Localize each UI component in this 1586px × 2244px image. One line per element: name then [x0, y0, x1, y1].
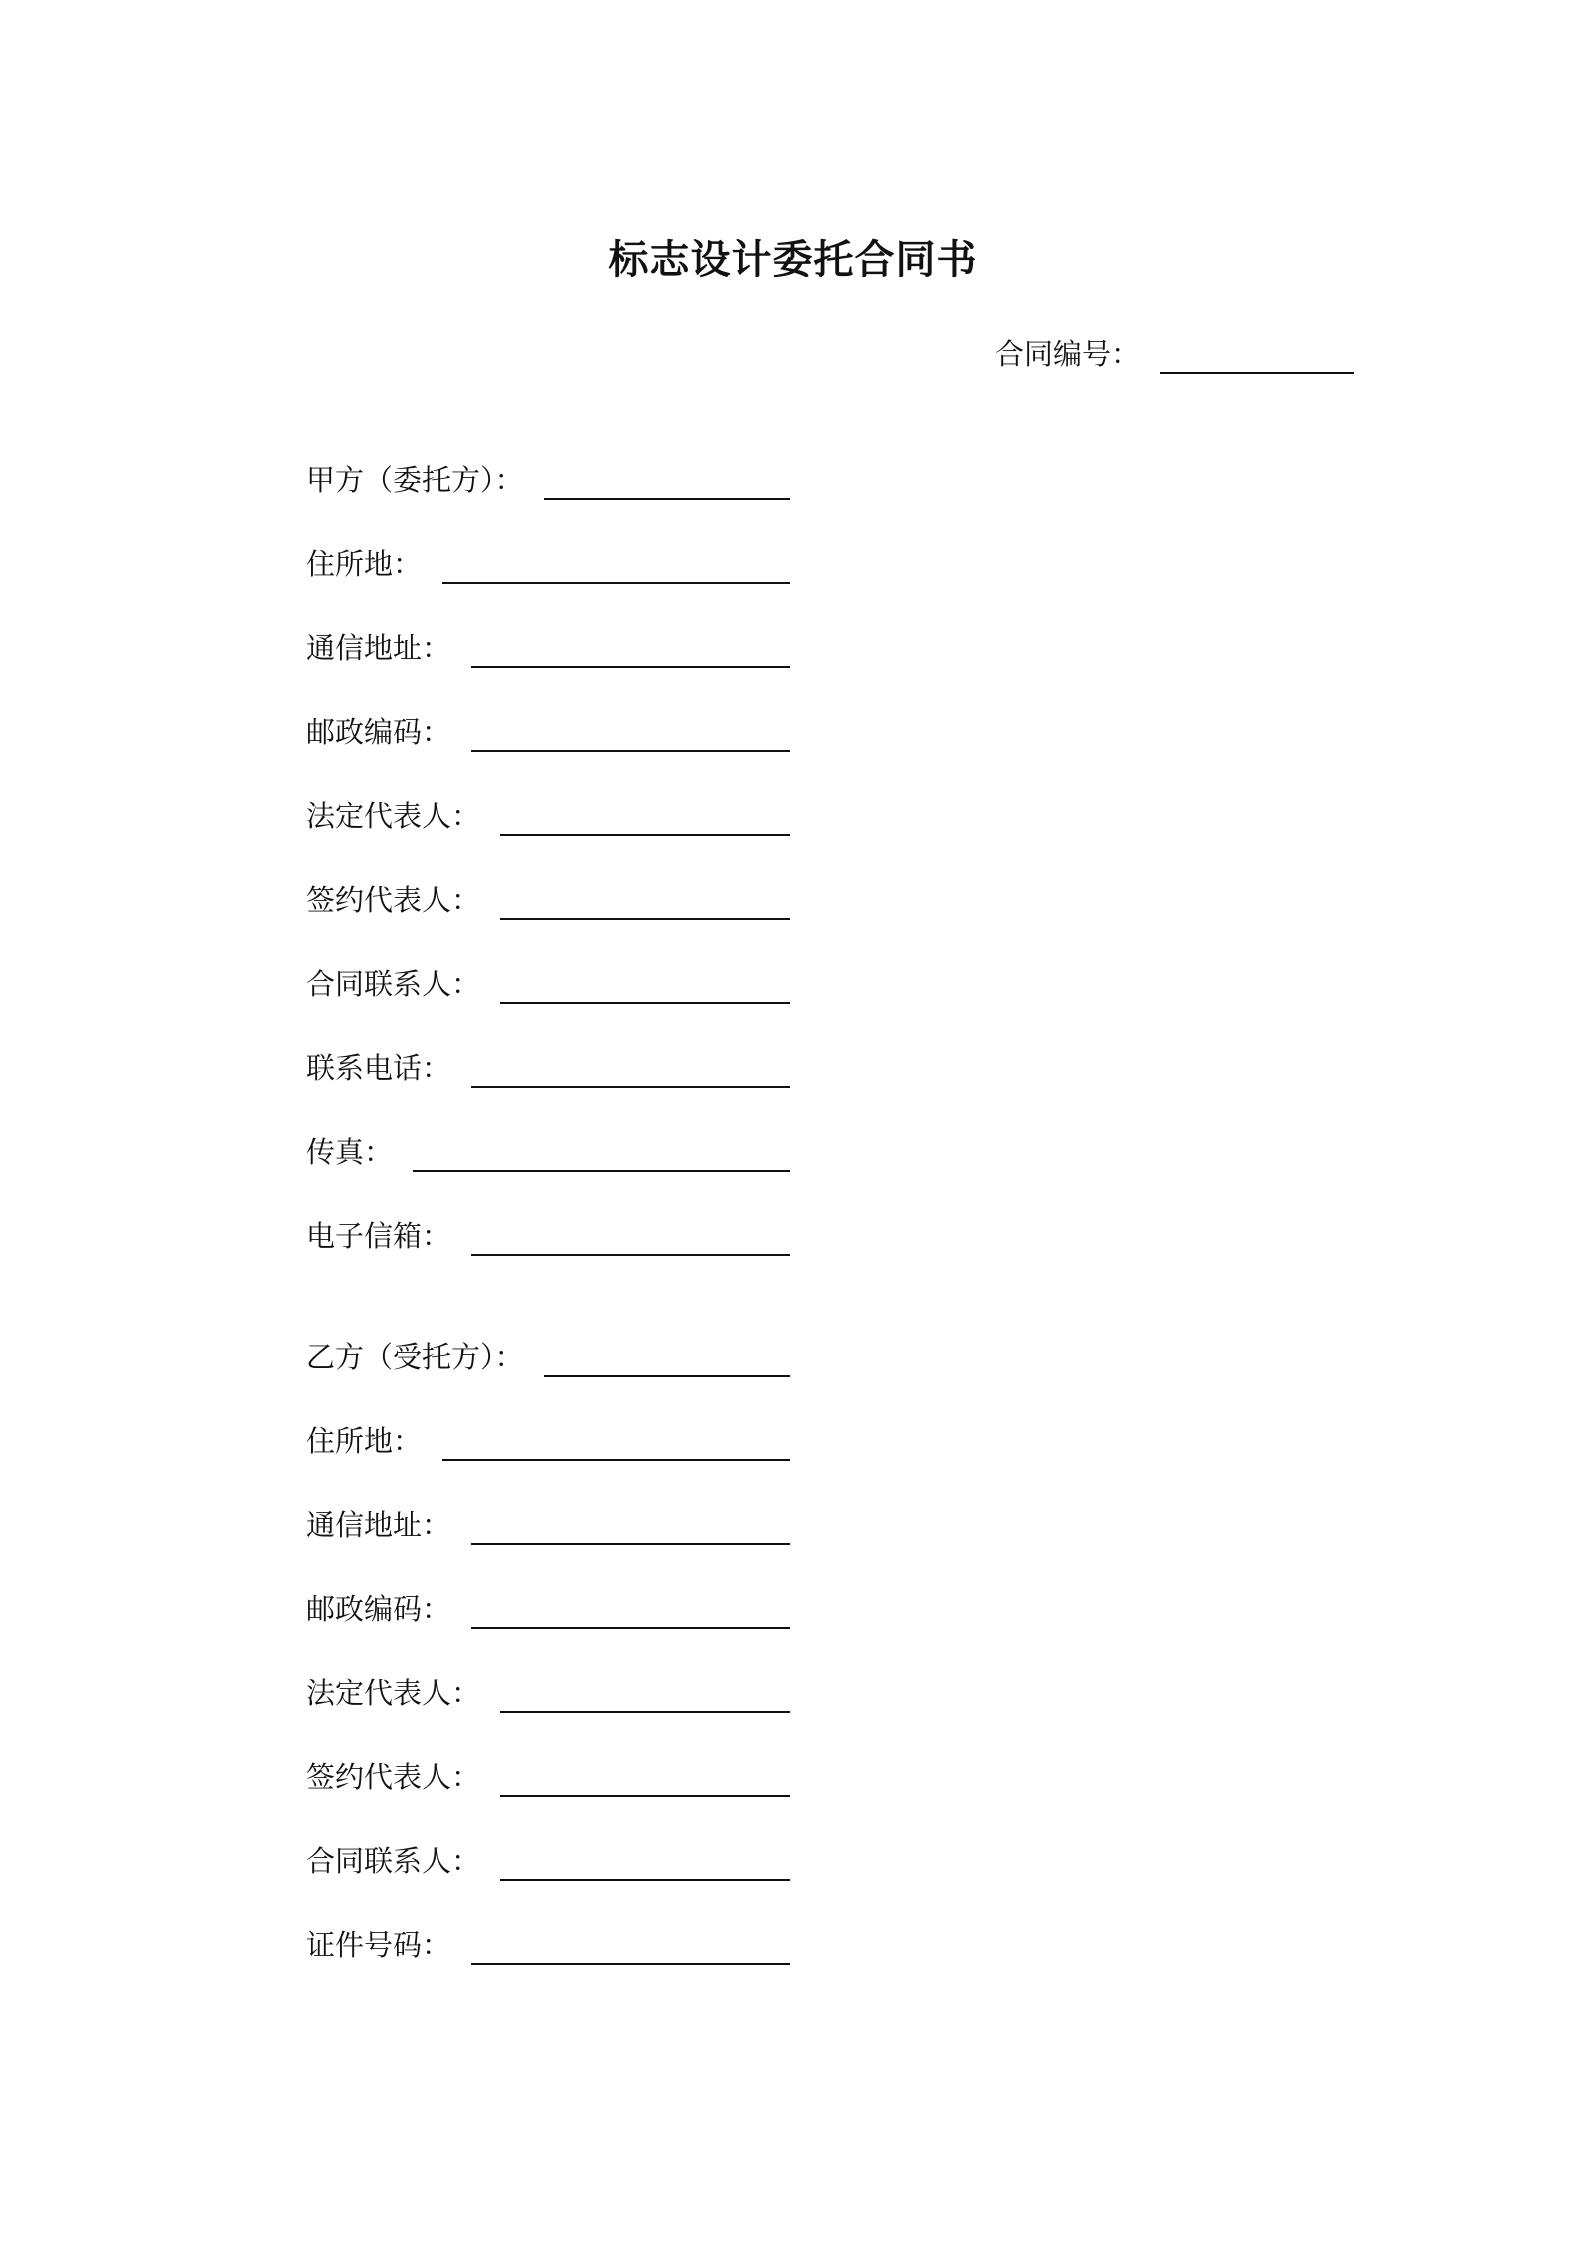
party-a-field-label: 法定代表人：: [306, 799, 481, 833]
party-b-field-blank[interactable]: [471, 1507, 790, 1545]
party-a-section: [306, 456, 790, 1296]
party-b-name-blank[interactable]: [544, 1339, 790, 1377]
party-a-field-blank[interactable]: [413, 1134, 790, 1172]
party-a-field-label: 邮政编码：: [306, 715, 452, 749]
party-b-heading: 乙方（受托方）：: [306, 1340, 524, 1374]
party-a-field-label: 合同联系人：: [306, 967, 481, 1001]
party-a-field-blank[interactable]: [471, 1050, 790, 1088]
party-a-field-blank[interactable]: [500, 966, 790, 1004]
party-a-field-row: [306, 792, 790, 836]
party-b-field-blank[interactable]: [442, 1423, 790, 1461]
party-b-field-label: 住所地：: [306, 1424, 423, 1458]
party-b-field-blank[interactable]: [471, 1927, 790, 1965]
party-b-field-label: 邮政编码：: [306, 1592, 452, 1626]
party-b-field-label: 签约代表人：: [306, 1760, 481, 1794]
party-a-field-label: 传真：: [306, 1135, 394, 1169]
party-b-field-row: [306, 1501, 790, 1545]
party-b-field-row: [306, 1585, 790, 1629]
party-b-field-label: 通信地址：: [306, 1508, 452, 1542]
party-b-field-label: 法定代表人：: [306, 1676, 481, 1710]
party-a-field-blank[interactable]: [442, 546, 790, 584]
party-a-field-label: 联系电话：: [306, 1051, 452, 1085]
party-a-field-row: [306, 708, 790, 752]
party-a-field-row: [306, 960, 790, 1004]
contract-number-label: 合同编号：: [995, 337, 1141, 371]
party-b-field-blank[interactable]: [471, 1591, 790, 1629]
party-a-field-label: 电子信箱：: [306, 1219, 452, 1253]
party-a-field-row: [306, 1128, 790, 1172]
party-a-field-row: [306, 1212, 790, 1256]
party-b-field-row: [306, 1417, 790, 1461]
party-b-field-label: 证件号码：: [306, 1928, 452, 1962]
party-b-field-row: [306, 1669, 790, 1713]
party-a-field-row: [306, 876, 790, 920]
party-b-field-row: [306, 1837, 790, 1881]
party-b-field-row: [306, 1753, 790, 1797]
party-a-field-row: [306, 624, 790, 668]
party-a-field-label: 通信地址：: [306, 631, 452, 665]
party-b-field-label: 合同联系人：: [306, 1844, 481, 1878]
party-a-field-label: 签约代表人：: [306, 883, 481, 917]
party-b-field-blank[interactable]: [500, 1843, 790, 1881]
party-a-heading-row: [306, 456, 790, 500]
party-a-field-row: [306, 1044, 790, 1088]
party-a-field-blank[interactable]: [500, 798, 790, 836]
party-b-field-row: [306, 1921, 790, 1965]
party-a-name-blank[interactable]: [544, 462, 790, 500]
party-b-section: [306, 1333, 790, 2005]
party-a-field-row: [306, 540, 790, 584]
party-a-field-blank[interactable]: [471, 1218, 790, 1256]
party-a-field-blank[interactable]: [471, 630, 790, 668]
party-a-field-blank[interactable]: [471, 714, 790, 752]
document-title: 标志设计委托合同书: [608, 237, 978, 283]
party-b-heading-row: [306, 1333, 790, 1377]
contract-number-blank[interactable]: [1160, 336, 1354, 374]
party-a-heading: 甲方（委托方）：: [306, 463, 524, 497]
party-b-field-blank[interactable]: [500, 1759, 790, 1797]
party-a-field-label: 住所地：: [306, 547, 423, 581]
party-a-field-blank[interactable]: [500, 882, 790, 920]
contract-number-field: [995, 330, 1354, 374]
party-b-field-blank[interactable]: [500, 1675, 790, 1713]
